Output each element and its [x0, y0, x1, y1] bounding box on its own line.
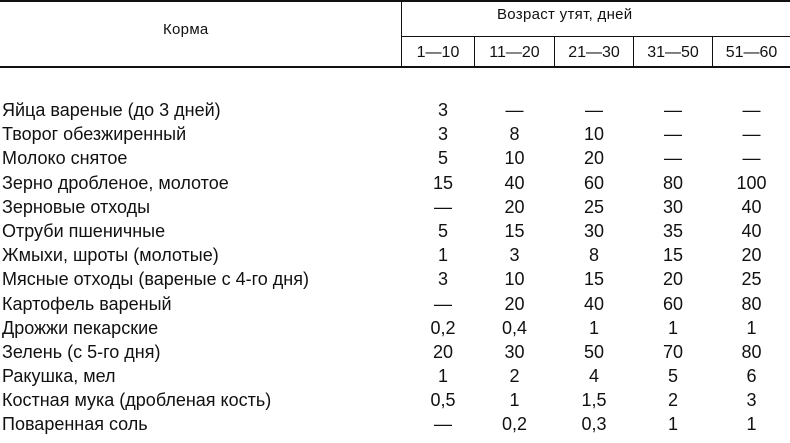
value-cell: 20	[504, 293, 525, 314]
value-cell: 0,2	[501, 414, 528, 435]
value-cell: 60	[583, 172, 605, 193]
feed-name: Поваренная соль	[2, 414, 148, 435]
feed-column-header: Корма	[163, 21, 209, 38]
value-cell: 60	[662, 293, 684, 314]
table-row	[0, 388, 790, 412]
value-cell: 15	[662, 245, 684, 266]
value-cell: 5	[437, 148, 448, 169]
value-cell: 1	[437, 366, 448, 387]
value-cell: 10	[583, 124, 605, 145]
table-row	[0, 340, 790, 364]
value-cell: 5	[667, 366, 678, 387]
header-rule-bottom	[0, 66, 790, 68]
feed-name: Зерновые отходы	[2, 196, 151, 217]
age-range-header: 1—10	[416, 44, 460, 61]
value-cell: 20	[662, 269, 684, 290]
value-cell: 30	[504, 341, 525, 362]
table-row	[0, 195, 790, 219]
feed-name: Жмыхи, шроты (молотые)	[2, 245, 219, 266]
table-row	[0, 98, 790, 122]
value-cell: 15	[432, 172, 454, 193]
value-cell: 3	[437, 124, 448, 145]
value-cell: —	[585, 100, 603, 120]
value-cell: 1	[667, 317, 678, 338]
feed-name: Мясные отходы (вареные с 4-го дня)	[2, 269, 309, 290]
value-cell: —	[434, 414, 452, 435]
value-cell: 80	[741, 293, 762, 314]
value-cell: 20	[432, 341, 454, 362]
value-cell: 3	[746, 390, 757, 411]
table-row	[0, 243, 790, 267]
value-cell: 6	[746, 366, 757, 387]
feed-name: Творог обезжиренный	[2, 124, 187, 145]
feed-name: Яйца вареные (до 3 дней)	[2, 100, 221, 120]
table-row	[0, 412, 790, 436]
table-row	[0, 267, 790, 291]
value-cell: —	[434, 293, 452, 314]
value-cell: 1,5	[581, 390, 607, 411]
age-range-header: 21—30	[568, 44, 620, 61]
value-cell: 20	[504, 196, 525, 217]
value-cell: 100	[736, 172, 767, 193]
value-cell: 30	[662, 196, 684, 217]
value-cell: —	[664, 124, 682, 145]
feed-name: Молоко снятое	[2, 148, 128, 169]
value-cell: 70	[662, 341, 684, 362]
value-cell: 3	[437, 100, 448, 120]
value-cell: —	[742, 100, 761, 120]
value-cell: 3	[437, 269, 448, 290]
value-cell: 25	[583, 196, 605, 217]
value-cell: —	[505, 100, 524, 120]
value-cell: 1	[746, 414, 757, 435]
feed-name: Дрожжи пекарские	[2, 317, 159, 338]
value-cell: 40	[504, 172, 525, 193]
feed-name: Картофель вареный	[2, 293, 172, 314]
value-cell: 50	[583, 341, 605, 362]
table-row	[0, 219, 790, 243]
value-cell: —	[664, 148, 682, 169]
table-row	[0, 364, 790, 388]
feed-name: Зерно дробленое, молотое	[2, 172, 229, 193]
value-cell: —	[742, 148, 761, 169]
value-cell: 20	[583, 148, 605, 169]
value-cell: 15	[504, 220, 525, 241]
value-cell: 0,2	[430, 317, 456, 338]
value-cell: 20	[741, 245, 762, 266]
value-cell: —	[742, 124, 761, 145]
value-cell: 1	[437, 245, 448, 266]
value-cell: 80	[741, 341, 762, 362]
header-rule-mid	[401, 36, 790, 37]
value-cell: 2	[667, 390, 678, 411]
value-cell: 40	[741, 220, 762, 241]
table-row	[0, 292, 790, 316]
value-cell: 80	[662, 172, 684, 193]
value-cell: 0,3	[581, 414, 607, 435]
age-group-header: Возраст утят, дней	[497, 6, 633, 23]
value-cell: 8	[588, 245, 599, 266]
feed-name: Ракушка, мел	[2, 366, 116, 387]
value-cell: 40	[741, 196, 762, 217]
value-cell: —	[664, 100, 682, 120]
feed-name: Отруби пшеничные	[2, 220, 166, 241]
value-cell: 10	[504, 269, 525, 290]
table-row	[0, 122, 790, 146]
value-cell: 25	[741, 269, 762, 290]
table-row	[0, 316, 790, 340]
value-cell: 1	[509, 390, 520, 411]
value-cell: 8	[509, 124, 520, 145]
feed-name: Костная мука (дробленая кость)	[2, 390, 272, 411]
value-cell: 0,4	[501, 317, 528, 338]
value-cell: 0,5	[430, 390, 456, 411]
value-cell: 10	[504, 148, 525, 169]
age-range-header: 51—60	[725, 44, 778, 61]
table-row	[0, 146, 790, 170]
value-cell: 1	[588, 317, 599, 338]
value-cell: 5	[437, 220, 448, 241]
value-cell: —	[434, 196, 452, 217]
age-range-header: 31—50	[647, 44, 699, 61]
age-range-header: 11—20	[489, 44, 540, 61]
table-row	[0, 171, 790, 195]
value-cell: 30	[583, 220, 605, 241]
header-rule-top	[0, 0, 790, 2]
value-cell: 4	[588, 366, 599, 387]
value-cell: 1	[746, 317, 757, 338]
feed-name: Зелень (с 5-го дня)	[2, 341, 161, 362]
value-cell: 15	[583, 269, 605, 290]
value-cell: 1	[667, 414, 678, 435]
value-cell: 40	[583, 293, 605, 314]
table-body	[0, 98, 790, 437]
value-cell: 2	[509, 366, 520, 387]
value-cell: 35	[662, 220, 684, 241]
value-cell: 3	[509, 245, 520, 266]
